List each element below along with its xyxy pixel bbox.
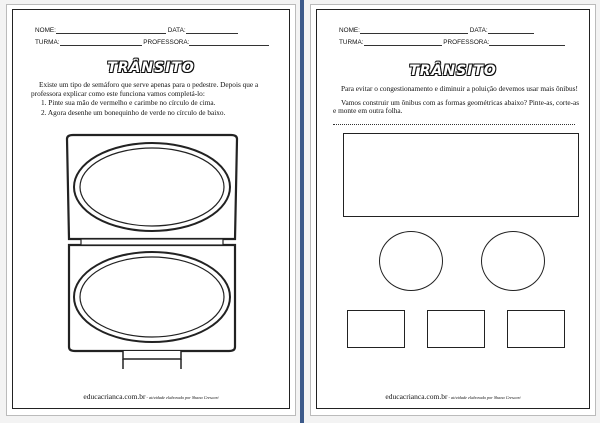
header-row-2	[35, 39, 269, 46]
professora-field-line	[489, 39, 565, 46]
instruction-line-1: Para evitar o congestionamento e diminuir a poluição devemos usar mais ônibus!	[341, 84, 578, 93]
turma-label: TURMA:	[339, 39, 364, 46]
instructions	[333, 85, 581, 117]
header-row-2	[339, 39, 565, 46]
intro-text: Existe um tipo de semáforo que serve apenas para o pedestre. Depois que a professora explicar como este funciona vamos completá-lo:	[31, 80, 259, 98]
nome-label: NOME:	[339, 27, 360, 34]
footer-credit: - atividade elaborada por Shana Crescari	[145, 395, 219, 400]
pedestrian-traffic-light-drawing	[59, 133, 245, 377]
page-footer	[7, 392, 295, 401]
header-row-1	[339, 27, 534, 34]
instructions	[31, 81, 279, 118]
rectangle-bus-body	[343, 133, 579, 217]
professora-label: PROFESSORA:	[443, 39, 490, 46]
turma-field-line	[60, 39, 142, 46]
header-row-1	[35, 27, 238, 34]
worksheet-page-right	[310, 4, 596, 416]
page-divider	[300, 0, 304, 423]
data-label: DATA:	[167, 27, 186, 34]
square-window-3	[507, 310, 565, 348]
professora-label: PROFESSORA:	[143, 39, 190, 46]
step-2: 2. Agora desenhe um bonequinho de verde no círculo de baixo.	[41, 107, 226, 117]
nome-label: NOME:	[35, 27, 56, 34]
page-title: TRÂNSITO	[409, 63, 497, 79]
nome-field-line	[360, 27, 468, 34]
footer-site: educacrianca.com.br	[83, 392, 146, 401]
circle-wheel-left	[379, 231, 443, 291]
data-label: DATA:	[469, 27, 488, 34]
nome-field-line	[56, 27, 166, 34]
page-title: TRÂNSITO	[107, 60, 195, 76]
dotted-separator	[333, 124, 575, 125]
worksheet-page-left	[6, 4, 296, 416]
footer-site: educacrianca.com.br	[385, 392, 448, 401]
turma-field-line	[364, 39, 442, 46]
data-field-line	[186, 27, 238, 34]
instruction-line-2: Vamos construir um ônibus com as formas geométricas abaixo? Pinte-as, corte-as e monte em outra folha.	[333, 97, 580, 116]
square-window-2	[427, 310, 485, 348]
turma-label: TURMA:	[35, 39, 60, 46]
step-1: 1. Pinte sua mão de vermelho e carimbe no círculo de cima.	[41, 98, 216, 108]
circle-wheel-right	[481, 231, 545, 291]
square-window-1	[347, 310, 405, 348]
professora-field-line	[189, 39, 269, 46]
data-field-line	[488, 27, 534, 34]
footer-credit: - atividade elaborada por Shana Crescari	[447, 395, 521, 400]
page-footer	[311, 392, 595, 401]
